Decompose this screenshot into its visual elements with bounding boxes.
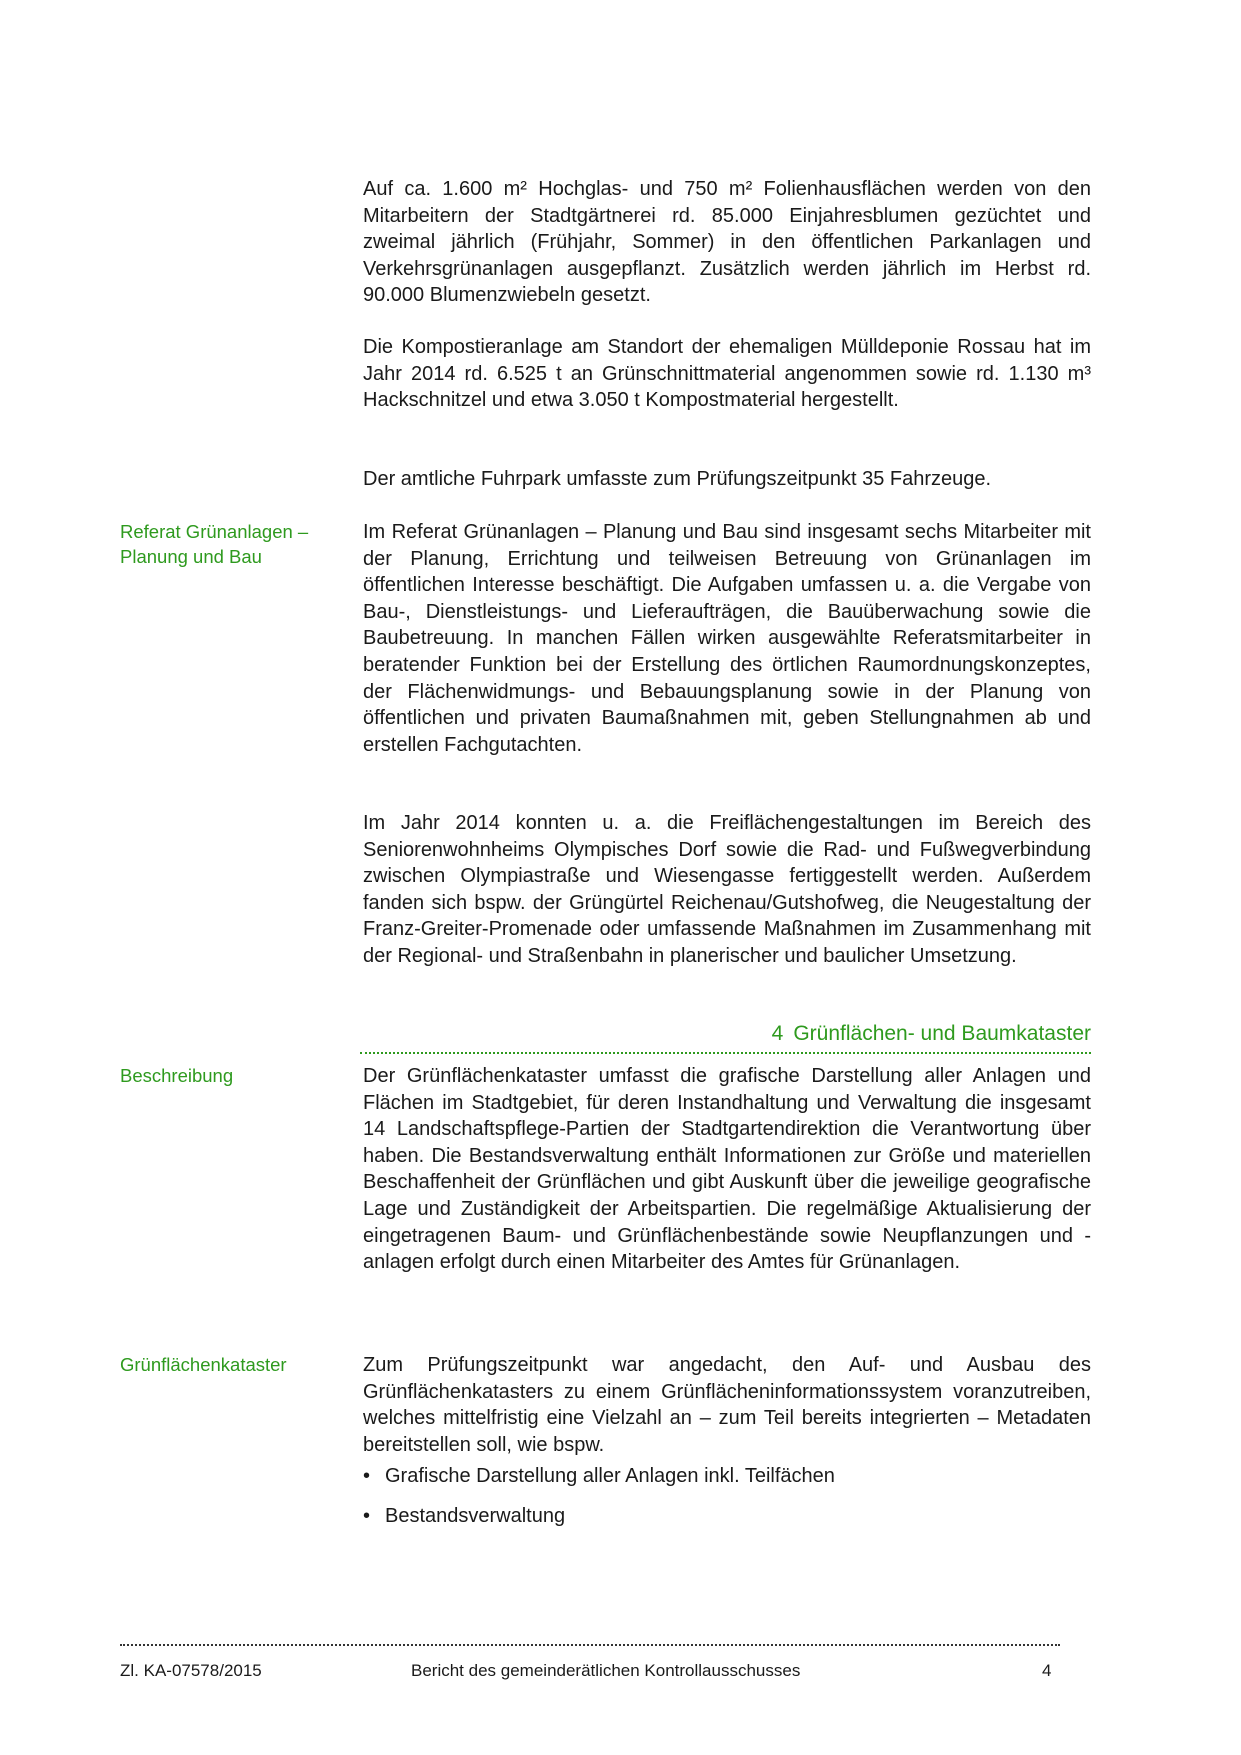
bullet-icon: •	[363, 1465, 371, 1487]
margin-label-line: Planung und Bau	[120, 546, 262, 567]
bullet-text: Grafische Darstellung aller Anlagen inkl. Teilfächen	[385, 1465, 835, 1487]
paragraph-kompostieranlage	[363, 334, 1091, 414]
paragraph-referat	[363, 519, 1091, 758]
paragraph-kataster	[363, 1352, 1091, 1458]
margin-label-referat	[120, 519, 350, 569]
section-heading	[360, 1020, 1091, 1054]
footer-reference: Zl. KA-07578/2015	[120, 1661, 262, 1680]
paragraph-text: Auf ca. 1.600 m² Hochglas- und 750 m² Folienhausflächen werden von den Mitarbeitern der Stadtgärtnerei rd. 85.000 Einjahresblumen gezüchtet und zweimal jährlich (Frühjahr, Sommer) in den öffentlichen Parkanlagen und Verkehrsgrünanlagen ausgepflanzt. Zusätzlich werden jährlich im Herbst rd. 90.000 Blumenzwiebeln gesetzt.	[363, 178, 1091, 307]
bullet-item	[363, 1463, 835, 1489]
margin-label-line: Referat Grünanlagen –	[120, 521, 309, 542]
bullet-text: Bestandsverwaltung	[385, 1505, 566, 1527]
footer-title: Bericht des gemeinderätlichen Kontrollausschusses	[411, 1661, 801, 1680]
section-title: Grünflächen- und Baumkataster	[793, 1022, 1091, 1045]
paragraph-text: Im Jahr 2014 konnten u. a. die Freiflächengestaltungen im Bereich des Seniorenwohnheims Olympisches Dorf sowie die Rad- und Fußwegverbindung zwischen Olympiastraße und Wiesengasse fertiggestellt werden. Außerdem fanden sich bspw. der Grüngürtel Reichenau/Gutshofweg, die Neugestaltung der Franz-Greiter-Promenade oder umfassende Maßnahmen im Zusammenhang mit der Regional- und Straßenbahn in planerischer und baulicher Umsetzung.	[363, 812, 1091, 967]
paragraph-text: Im Referat Grünanlagen – Planung und Bau sind insgesamt sechs Mitarbeiter mit der Planung, Errichtung und teilweisen Betreuung von Grünanlagen im öffentlichen Interesse beschäftigt. Die Aufgaben umfassen u. a. die Vergabe von Bau-, Dienstleistungs- und Lieferaufträgen, die Bauüberwachung sowie die Baubetreuung. In manchen Fällen wirken ausgewählte Referatsmitarbeiter in beratender Funktion bei der Erstellung des örtlichen Raumordnungskonzeptes, der Flächenwidmungs- und Bebauungsplanung sowie in der Planung von öffentlichen und privaten Baumaßnahmen mit, geben Stellungnahmen ab und erstellen Fachgutachten.	[363, 521, 1091, 756]
margin-label-beschreibung	[120, 1063, 350, 1088]
footer-page-number: 4	[1042, 1661, 1052, 1680]
paragraph-beschreibung	[363, 1063, 1091, 1276]
margin-label-kataster	[120, 1352, 350, 1377]
paragraph-text: Zum Prüfungszeitpunkt war angedacht, den Auf- und Ausbau des Grünflächenkatasters zu einem Grünflächeninformationssystem voranzutreiben, welches mittelfristig eine Vielzahl an – zum Teil bereits integrierten – Metadaten bereitstellen soll, wie bspw.	[363, 1354, 1091, 1456]
paragraph-2014-projects	[363, 810, 1091, 970]
paragraph-stadtgaertnerei	[363, 176, 1091, 309]
paragraph-fuhrpark	[363, 466, 1091, 493]
section-number: 4	[771, 1022, 784, 1045]
paragraph-text: Die Kompostieranlage am Standort der ehemaligen Mülldeponie Rossau hat im Jahr 2014 rd. 6.525 t an Grünschnittmaterial angenommen sowie rd. 1.130 m³ Hackschnitzel und etwa 3.050 t Kompostmaterial hergestellt.	[363, 336, 1091, 412]
paragraph-text: Der Grünflächenkataster umfasst die grafische Darstellung aller Anlagen und Flächen im Stadtgebiet, für deren Instandhaltung und Verwaltung die insgesamt 14 Landschaftspflege-Partien der Stadtgartendirektion die Verantwortung über haben. Die Bestandsverwaltung enthält Informationen zur Größe und materiellen Beschaffenheit der Grünflächen und gibt Auskunft über die jeweilige geografische Lage und Zuständigkeit der Arbeitspartien. Die regelmäßige Aktualisierung der eingetragenen Baum- und Grünflächenbestände sowie Neupflanzungen und -anlagen erfolgt durch einen Mitarbeiter des Amtes für Grünanlagen.	[363, 1065, 1091, 1274]
margin-label-line: Grünflächenkataster	[120, 1354, 287, 1375]
paragraph-text: Der amtliche Fuhrpark umfasste zum Prüfungszeitpunkt 35 Fahrzeuge.	[363, 468, 992, 490]
bullet-icon: •	[363, 1505, 371, 1527]
footer-divider	[120, 1644, 1060, 1646]
margin-label-line: Beschreibung	[120, 1065, 234, 1086]
bullet-item	[363, 1503, 565, 1529]
